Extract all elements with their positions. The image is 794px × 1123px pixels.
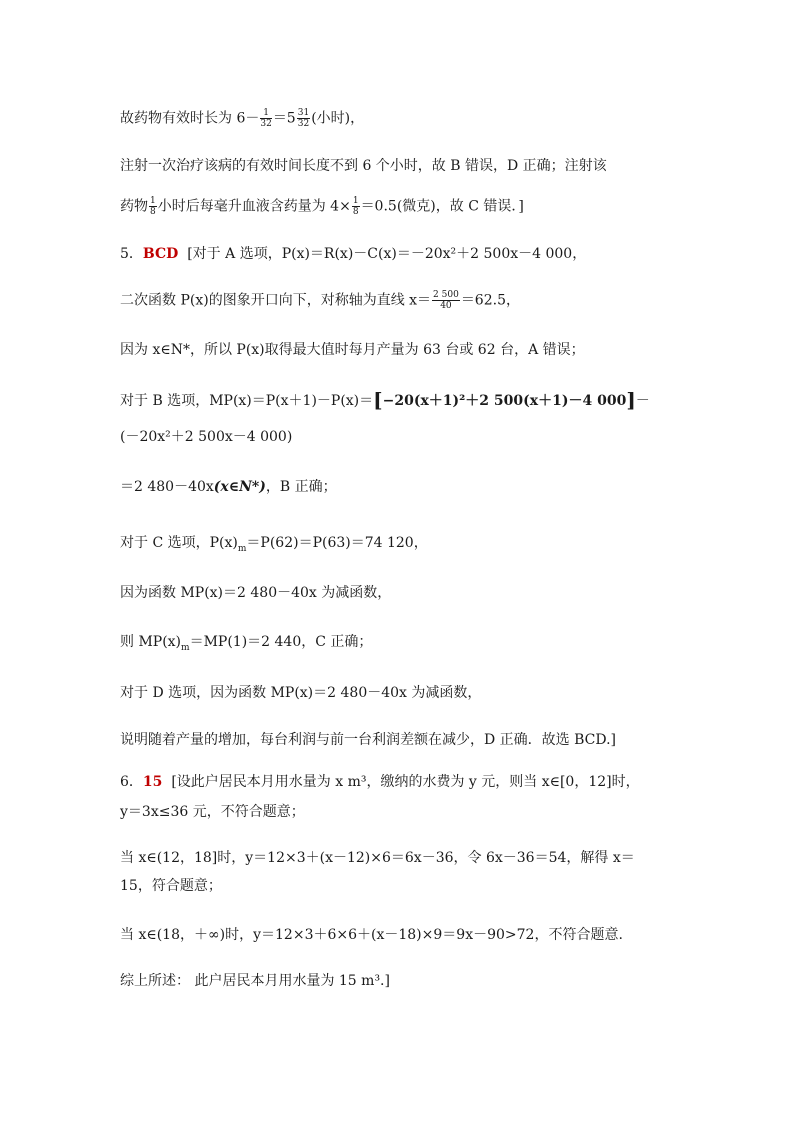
question-6: 6．15 [设此户居民本月用水量为 x m³，缴纳的水费为 y 元，则当 x∈[0，12]时， [120, 774, 640, 790]
line-summary: 综上所述： 此户居民本月用水量为 15 m³.] [120, 973, 390, 989]
line-effective-duration: 故药物有效时长为 6－ $\frac{1}{32}$ ＝5 $\frac{31}{32}$ (小时)， [120, 108, 365, 129]
line-case-2-cont: 15，符合题意； [120, 878, 222, 894]
fraction: $\frac{2 500}{40}$ [433, 290, 459, 311]
line-option-d: 对于 D 选项，因为函数 MP(x)＝2 480－40x 为减函数， [120, 685, 482, 701]
line-option-b: 对于 B 选项，MP(x)＝P(x＋1)－P(x)＝[−20(x＋1)²＋2 500(x＋1)－4 000]－ [120, 388, 650, 412]
line-case-3: 当 x∈(18，＋∞)时，y＝12×3＋6×6＋(x－18)×9＝9x－90>72，不符合题意. [120, 927, 623, 943]
line-decreasing: 因为函数 MP(x)＝2 480－40x 为减函数， [120, 585, 392, 601]
question-5: 5．BCD [对于 A 选项，P(x)＝R(x)－C(x)＝－20x²＋2 500x－4 000， [120, 246, 587, 262]
line-max-value: 因为 x∈N*，所以 P(x)取得最大值时每月产量为 63 台或 62 台，A 错误； [120, 342, 585, 358]
line-quadratic: 二次函数 P(x)的图象开口向下，对称轴为直线 x＝ $\frac{2 500}{40}$ ＝62.5， [120, 290, 520, 311]
line-option-c: 对于 C 选项，$P(x)_m=P(62)=P(63)=74$ 120， [120, 535, 428, 554]
fraction: $\frac{31}{32}$ [297, 108, 310, 129]
line-case-1: y＝3x≤36 元，不符合题意； [120, 804, 305, 820]
line-drug-content: 药物 $\frac{1}{8}$ 小时后每毫升血液含药量为 4× $\frac{1}{8}$ ＝0.5(微克)，故 C 错误．] [120, 196, 524, 217]
answer-label: BCD [142, 246, 179, 262]
fraction: $\frac{1}{32}$ [260, 108, 272, 129]
answer-label: 15 [142, 774, 163, 790]
line-option-b-cont: (－20x²＋2 500x－4 000) [120, 429, 293, 445]
fraction: $\frac{1}{8}$ [150, 196, 156, 217]
line-injection-once: 注射一次治疗该病的有效时间长度不到 6 个小时，故 B 错误，D 正确；注射该 [120, 158, 607, 174]
line-conclusion-5: 说明随着产量的增加，每台利润与前一台利润差额在减少，D 正确．故选 BCD.] [120, 732, 617, 748]
fraction: $\frac{1}{8}$ [352, 196, 359, 217]
line-option-b-result: ＝2 480－40x(x∈N*)，B 正确； [120, 479, 337, 495]
line-option-c-result: 则 $MP(x)_m=MP(1)=2$ 440，C 正确； [120, 634, 373, 653]
line-case-2: 当 x∈(12，18]时，y＝12×3＋(x－12)×6＝6x－36，令 6x－36＝54，解得 x＝ [120, 850, 635, 866]
